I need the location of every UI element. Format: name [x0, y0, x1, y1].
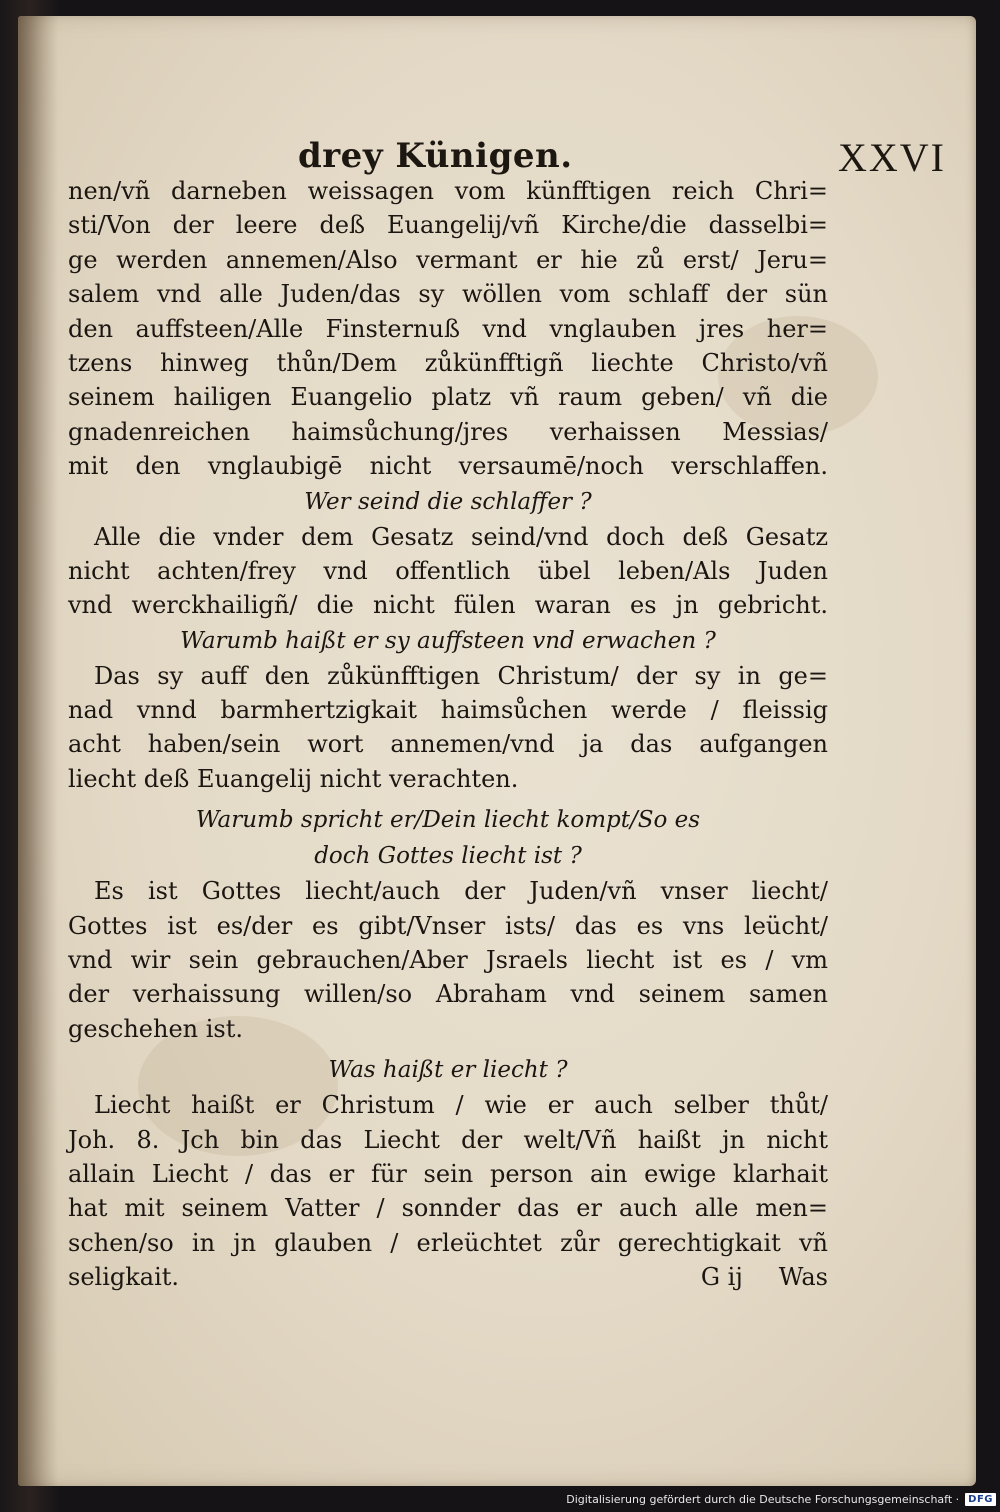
text-line: nen/vñ darneben weissagen vom künfftigen reich Chri= [68, 177, 828, 205]
answer-line: allain Liecht / das er für sein person ain ewige klarhait [68, 1159, 828, 1188]
text-line: seinem hailigen Euangelio platz vñ raum geben/ vñ die [68, 383, 828, 412]
question-heading-continued: doch Gottes liecht ist ? [314, 843, 582, 870]
page-gutter-shadow [18, 16, 58, 1486]
digitization-credit [566, 1493, 996, 1506]
answer-line: liecht deß Euangelij nicht verachten. [68, 764, 519, 793]
text-line: gnadenreichen haimsůchung/jres verhaissen Messias/ [68, 417, 828, 446]
catchword: Was [778, 1263, 828, 1292]
question-heading: Was haißt er liecht ? [328, 1057, 568, 1084]
answer-line: vnd wir sein gebrauchen/Aber Jsraels liecht ist es / vm [68, 946, 828, 975]
running-head [18, 128, 976, 178]
folio-number: XXVI [838, 135, 946, 180]
answer-line: acht haben/sein wort annemen/vnd ja das aufgangen [68, 730, 828, 759]
answer-line: vnd werckhailigñ/ die nicht fülen waran es jn gebricht. [68, 591, 828, 620]
book-page [18, 16, 976, 1486]
final-line [68, 1260, 828, 1294]
answer-line: Alle die vnder dem Gesatz seind/vnd doch deß Gesatz [94, 522, 828, 551]
text-line: tzens hinweg thůn/Dem zůkünfftigñ liechte Christo/vñ [68, 348, 828, 377]
answer-line: nicht achten/frey vnd offentlich übel leben/Als Juden [68, 556, 828, 585]
credit-text: Digitalisierung gefördert durch die Deutsche Forschungsgemeinschaft · [566, 1493, 960, 1506]
text-line: ge werden annemen/Also vermant er hie zů erst/ Jeru= [68, 245, 828, 274]
text-line: den auffsteen/Alle Finsternuß vnd vnglauben jres her= [68, 314, 828, 343]
answer-line: seligkait. [68, 1263, 180, 1292]
answer-line: Liecht haißt er Christum / wie er auch selber thůt/ [94, 1091, 828, 1120]
answer-line: Joh. 8. Jch bin das Liecht der welt/Vñ haißt jn nicht [68, 1125, 828, 1154]
question-heading: Wer seind die schlaffer ? [304, 488, 592, 515]
answer-line: schen/so in jn glauben / erleüchtet zůr gerechtigkait vñ [68, 1228, 828, 1257]
question-heading: Warumb haißt er sy auffsteen vnd erwachen ? [180, 627, 716, 654]
signature-mark: G ij [700, 1263, 743, 1292]
answer-line: der verhaissung willen/so Abraham vnd seinem samen [68, 980, 828, 1009]
dfg-logo: DFG [965, 1493, 996, 1506]
text-line: sti/Von der leere deß Euangelij/vñ Kirche/die dasselbi= [68, 211, 828, 240]
running-title: drey Künigen. [298, 136, 573, 176]
text-line: mit den vnglaubigē nicht versaumē/noch verschlaffen. [68, 452, 828, 481]
answer-line: geschehen ist. [68, 1014, 243, 1043]
text-line: salem vnd alle Juden/das sy wöllen vom schlaff der sün [68, 280, 828, 309]
text-block [68, 174, 828, 1295]
answer-line: Es ist Gottes liecht/auch der Juden/vñ vnser liecht/ [94, 877, 828, 906]
answer-line: hat mit seinem Vatter / sonnder das er auch alle men= [68, 1194, 828, 1223]
answer-line: nad vnnd barmhertzigkait haimsůchen werde / fleissig [68, 696, 828, 725]
question-heading: Warumb spricht er/Dein liecht kompt/So es [195, 807, 701, 834]
answer-line: Das sy auff den zůkünfftigen Christum/ der sy in ge= [94, 661, 828, 690]
answer-line: Gottes ist es/der es gibt/Vnser ists/ das es vns leücht/ [68, 911, 828, 940]
page-footer-marks [701, 1260, 828, 1294]
